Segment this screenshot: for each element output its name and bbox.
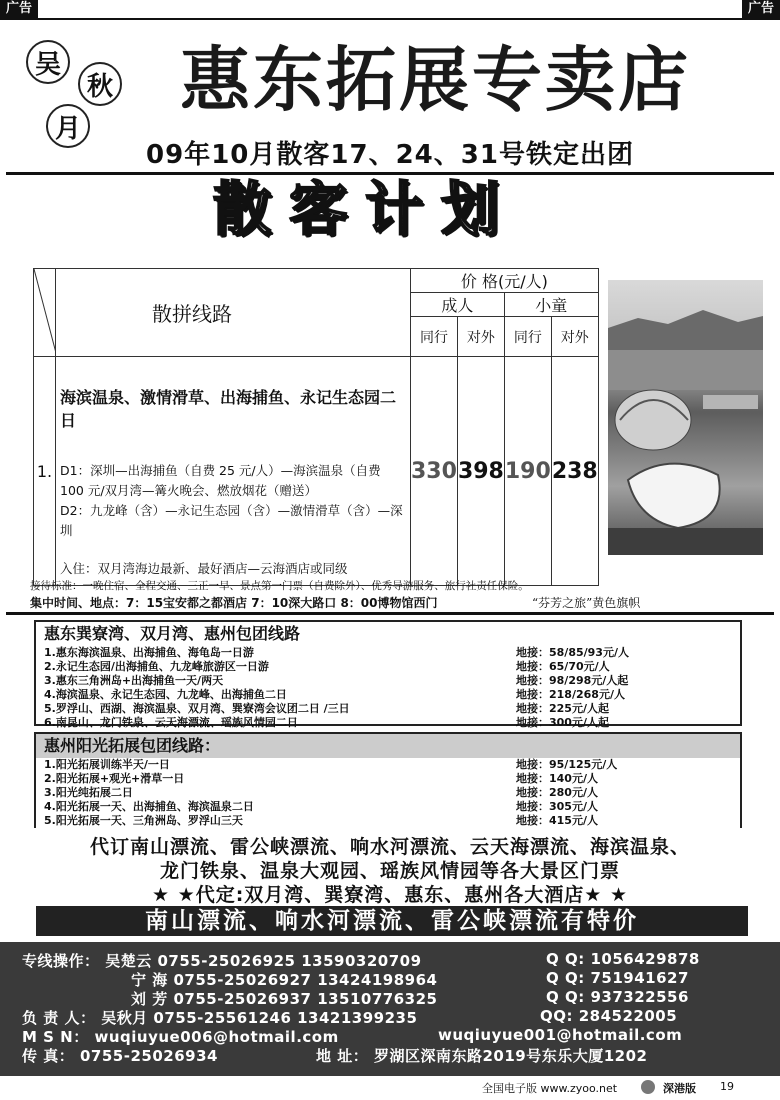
ops-tel-2: 0755-25026927	[173, 971, 312, 989]
outdoor-route-row	[36, 814, 740, 828]
outdoor-route-row	[36, 800, 740, 814]
ops-tel-1: 0755-25026925	[157, 952, 296, 970]
gather-note: 集中时间、地点：7：15宝安都之都酒店 7：10深大路口 8：00博物馆西门	[30, 596, 438, 610]
top-rule	[0, 18, 780, 20]
outdoor-routes-heading: 惠州阳光拓展包团线路：	[36, 734, 740, 758]
price-child-public: 238	[551, 357, 598, 586]
outdoor-route-price: 地接：140元/人	[516, 772, 598, 785]
adult-public-header: 对外	[457, 317, 504, 357]
page-number: 19	[720, 1080, 734, 1093]
child-header: 小童	[504, 293, 598, 317]
resort-photo	[608, 280, 763, 555]
departure-subtitle: 09年10月散客17、24、31号铁定出团	[146, 140, 634, 170]
group-route-name: 6.南昆山、龙门铁泉、云天海漂流、瑶族风情园二日	[44, 716, 298, 729]
row-number: 1.	[34, 357, 56, 586]
group-route-name: 2.永记生态园/出海捕鱼、九龙峰旅游区一日游	[44, 660, 269, 673]
group-route-name: 3.惠东三角洲岛+出海捕鱼一天/两天	[44, 674, 224, 687]
outdoor-route-row	[36, 772, 740, 786]
outdoor-route-price: 地接：95/125元/人	[516, 758, 618, 771]
site-logo-icon	[641, 1080, 655, 1094]
day2-itinerary: D2：九龙峰（含）—永记生态园（含）—激情滑草（含）—深圳	[60, 503, 403, 538]
ops-mobile-1: 13590320709	[301, 952, 422, 970]
group-route-row	[36, 716, 740, 730]
outdoor-route-name: 3.阳光纯拓展二日	[44, 786, 133, 799]
ad-label-left: 广告	[0, 0, 38, 18]
stay-info: 入住：双月湾海边最新、最好酒店—云海酒店或同级	[60, 561, 348, 576]
resort-photo-drawing	[608, 280, 763, 555]
msn-label: M S N：	[22, 1028, 89, 1046]
msn-address-2[interactable]: wuqiuyue001@hotmail.com	[438, 1026, 683, 1044]
site-url[interactable]: 全国电子版 www.zyoo.net	[482, 1082, 618, 1095]
address-label: 地 址：	[316, 1047, 369, 1065]
promo-line-2: 龙门铁泉、温泉大观园、瑶族风情园等各大景区门票	[159, 860, 620, 882]
ops-label: 专线操作：	[22, 952, 100, 970]
ops-qq-1: Q Q: 1056429878	[546, 950, 700, 968]
ops-qq-3: Q Q: 937322556	[546, 988, 689, 1006]
store-title: 惠东拓展专卖店	[180, 39, 691, 121]
price-adult-public: 398	[457, 357, 504, 586]
group-route-price: 地接：65/70元/人	[516, 660, 610, 673]
group-route-name: 4.海滨温泉、永记生态园、九龙峰、出海捕鱼二日	[44, 688, 287, 701]
outdoor-route-row	[36, 758, 740, 772]
route-name: 海滨温泉、激情滑草、出海捕鱼、永记生态园二日	[60, 388, 397, 430]
group-route-name: 1.惠东海滨温泉、出海捕鱼、海龟岛一日游	[44, 646, 254, 659]
group-route-price: 地接：300元/人起	[516, 716, 609, 729]
contact-footer	[0, 942, 780, 1076]
group-route-price: 地接：98/298元/人起	[516, 674, 629, 687]
child-peer-header: 同行	[504, 317, 551, 357]
group-route-row	[36, 688, 740, 702]
fax-number: 0755-25026934	[79, 1047, 218, 1065]
ops-qq-2: Q Q: 751941627	[546, 969, 689, 987]
diagonal-line	[34, 269, 56, 353]
adult-peer-header: 同行	[411, 317, 458, 357]
stamp-char-1: 吴	[26, 40, 70, 84]
group-route-price: 地接：58/85/93元/人	[516, 646, 629, 659]
price-table	[33, 268, 599, 586]
stamp-char-2: 秋	[78, 62, 122, 106]
outdoor-route-row	[36, 786, 740, 800]
outdoor-routes-box	[34, 732, 742, 828]
group-route-row	[36, 674, 740, 688]
section-rule-2	[6, 612, 774, 615]
group-routes-box	[34, 620, 742, 729]
outdoor-route-price: 地接：305元/人	[516, 800, 598, 813]
price-child-peer: 190	[504, 357, 551, 586]
route-header: 散拼线路	[56, 269, 411, 357]
reception-note: 接待标准：一晚住宿、全程交通、三正一早、景点第一门票（自费除外）、优秀导游服务、旅行社责任保险。	[30, 580, 529, 592]
promo-line-3: ★ ★代定:双月湾、巽寮湾、惠东、惠州各大酒店★ ★	[152, 884, 628, 906]
ops-name-2: 宁 海	[131, 971, 168, 989]
edition-label: 深港版	[663, 1082, 696, 1095]
outdoor-route-price: 地接：280元/人	[516, 786, 598, 799]
stamp-char-3: 月	[46, 104, 90, 148]
ops-name-1: 吴楚云	[105, 952, 152, 970]
ops-mobile-3: 13510776325	[317, 990, 438, 1008]
diagonal-cell	[34, 269, 56, 357]
group-routes-heading: 惠东巽寮湾、双月湾、惠州包团线路	[44, 624, 301, 643]
special-offer-banner: 南山漂流、响水河漂流、雷公峡漂流有特价	[36, 906, 748, 936]
ops-tel-3: 0755-25026937	[173, 990, 312, 1008]
outdoor-route-name: 5.阳光拓展一天、三角洲岛、罗浮山三天	[44, 814, 243, 827]
flag-note: “芬芳之旅”黄色旗帜	[532, 596, 641, 610]
price-header: 价 格(元/人)	[411, 269, 599, 293]
manager-contact: 吴秋月 0755-25561246 13421399235	[101, 1009, 418, 1027]
group-route-price: 地接：225元/人起	[516, 702, 609, 715]
child-public-header: 对外	[551, 317, 598, 357]
ops-mobile-2: 13424198964	[317, 971, 438, 989]
adult-header: 成人	[411, 293, 505, 317]
outdoor-route-name: 2.阳光拓展+观光+滑草一日	[44, 772, 185, 785]
group-route-row	[36, 646, 740, 660]
group-route-price: 地接：218/268元/人	[516, 688, 625, 701]
group-route-row	[36, 702, 740, 716]
outdoor-route-name: 1.阳光拓展训练半天/一日	[44, 758, 170, 771]
ad-label-right: 广告	[742, 0, 780, 18]
outdoor-route-price: 地接：415元/人	[516, 814, 598, 827]
day1-itinerary: D1：深圳—出海捕鱼（自费 25 元/人）—海滨温泉（自费 100 元/双月湾—篝火晚会、燃放烟花（赠送）	[60, 463, 381, 498]
manager-label: 负 责 人：	[22, 1009, 96, 1027]
promo-line-1: 代订南山漂流、雷公峡漂流、响水河漂流、云天海漂流、海滨温泉、	[89, 836, 690, 858]
plan-title: 散客计划	[212, 175, 517, 243]
msn-address-1[interactable]: wuqiuyue006@hotmail.com	[94, 1028, 339, 1046]
price-adult-peer: 330	[411, 357, 458, 586]
group-route-name: 5.罗浮山、西湖、海滨温泉、双月湾、巽寮湾会议团二日 /三日	[44, 702, 350, 715]
ops-name-3: 刘 芳	[131, 990, 168, 1008]
manager-qq: QQ: 284522005	[540, 1007, 678, 1025]
fax-label: 传 真：	[22, 1047, 75, 1065]
address-text: 罗湖区深南东路2019号东乐大厦1202	[373, 1047, 648, 1065]
group-route-row	[36, 660, 740, 674]
outdoor-route-name: 4.阳光拓展一天、出海捕鱼、海滨温泉二日	[44, 800, 254, 813]
route-detail	[56, 357, 411, 586]
